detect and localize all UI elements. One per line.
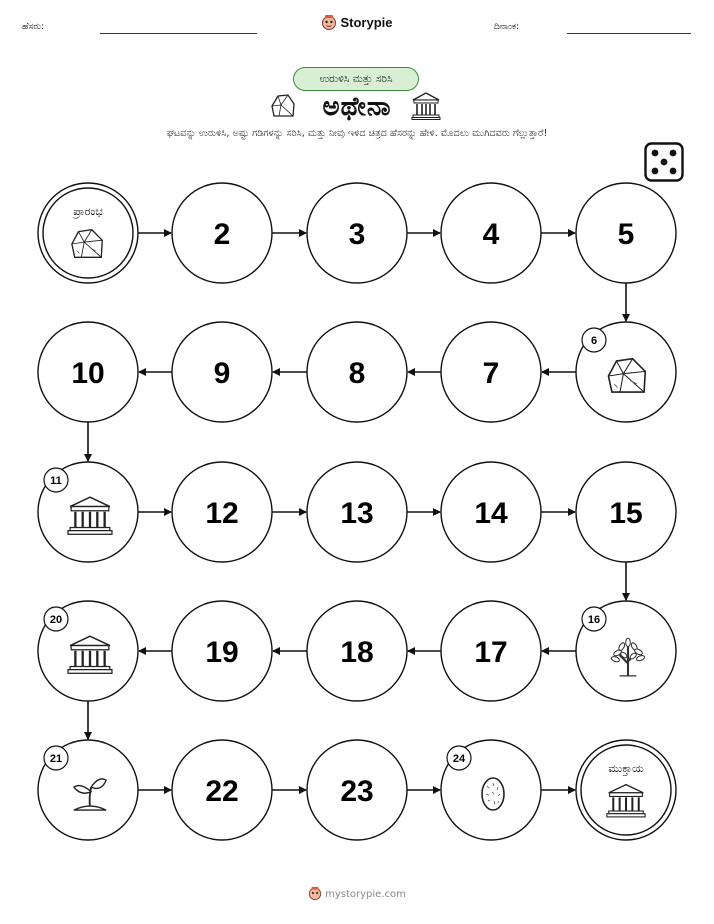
- instructions: ಘಟವನ್ನು ಉರುಳಿಸಿ, ಅಷ್ಟು ಗಡಿಗಳನ್ನು ಸರಿಸಿ, ಮತ್ತು ನೀವು ಇಳಿದ ಚಿತ್ರದ ಹೆಸರನ್ನು ಹೇಳಿ. ಮೊದಲು ಮುಗಿದವರು ಗೆಲ್ಲುತ್ತಾರೆ!: [166, 128, 548, 139]
- board-cell-13[interactable]: [307, 462, 407, 562]
- cell-number: 2: [213, 218, 231, 251]
- board-cell-8[interactable]: [307, 322, 407, 422]
- cell-number: 23: [340, 775, 374, 808]
- cell-badge-number: 24: [452, 753, 466, 765]
- cell-number: 14: [474, 497, 508, 530]
- cell-number: 17: [474, 636, 508, 669]
- board-cell-20[interactable]: [38, 601, 138, 701]
- start-label: ಪ್ರಾರಂಭ: [73, 205, 103, 218]
- board-cell-7[interactable]: [441, 322, 541, 422]
- board-cell-25[interactable]: [576, 740, 676, 840]
- board-cell-11[interactable]: [38, 462, 138, 562]
- board-cell-21[interactable]: [38, 740, 138, 840]
- board-cell-23[interactable]: [307, 740, 407, 840]
- finish-label: ಮುಕ್ತಾಯ: [608, 762, 644, 775]
- board-cell-6[interactable]: [576, 322, 676, 422]
- cell-number: 13: [340, 497, 374, 530]
- cell-badge-number: 11: [50, 475, 62, 487]
- board-cell-19[interactable]: [172, 601, 272, 701]
- board-cell-9[interactable]: [172, 322, 272, 422]
- board-cell-3[interactable]: [307, 183, 407, 283]
- board-cell-12[interactable]: [172, 462, 272, 562]
- board-cell-10[interactable]: [38, 322, 138, 422]
- footer: [0, 886, 714, 900]
- board-cell-4[interactable]: [441, 183, 541, 283]
- board-cell-24[interactable]: [441, 740, 541, 840]
- game-type-pill: ಉರುಳಿಸಿ ಮತ್ತು ಸರಿಸಿ: [293, 67, 419, 91]
- cell-number: 18: [340, 636, 374, 669]
- olive-icon: [482, 778, 504, 810]
- cell-number: 5: [617, 218, 635, 251]
- cell-number: 10: [71, 357, 105, 390]
- board-cell-5[interactable]: [576, 183, 676, 283]
- cell-number: 15: [609, 497, 643, 530]
- cell-number: 22: [205, 775, 239, 808]
- board-cell-15[interactable]: [576, 462, 676, 562]
- board-cell-18[interactable]: [307, 601, 407, 701]
- brand-name: Storypie: [340, 15, 393, 30]
- board-cell-16[interactable]: [576, 601, 676, 701]
- board-cell-2[interactable]: [172, 183, 272, 283]
- cell-number: 7: [482, 357, 500, 390]
- cell-number: 4: [482, 218, 500, 251]
- cell-badge-number: 20: [49, 614, 63, 626]
- cell-number: 12: [205, 497, 239, 530]
- cell-number: 8: [348, 357, 366, 390]
- cell-badge-number: 16: [587, 614, 601, 626]
- date-label: ದಿನಾಂಕ:: [494, 22, 520, 32]
- board-cell-1[interactable]: [38, 183, 138, 283]
- cell-number: 9: [213, 357, 231, 390]
- board-cell-22[interactable]: [172, 740, 272, 840]
- game-title: ಅಥೇನಾ: [322, 92, 392, 122]
- cell-number: 3: [348, 218, 366, 251]
- name-label: ಹೆಸರು:: [22, 22, 45, 32]
- cell-badge-number: 21: [49, 753, 63, 765]
- board-cell-17[interactable]: [441, 601, 541, 701]
- cell-badge-number: 6: [590, 335, 598, 347]
- cell-number: 19: [205, 636, 239, 669]
- footer-site: mystorypie.com: [325, 889, 406, 900]
- storypie-footer-logo-icon: [308, 886, 322, 900]
- board-cell-14[interactable]: [441, 462, 541, 562]
